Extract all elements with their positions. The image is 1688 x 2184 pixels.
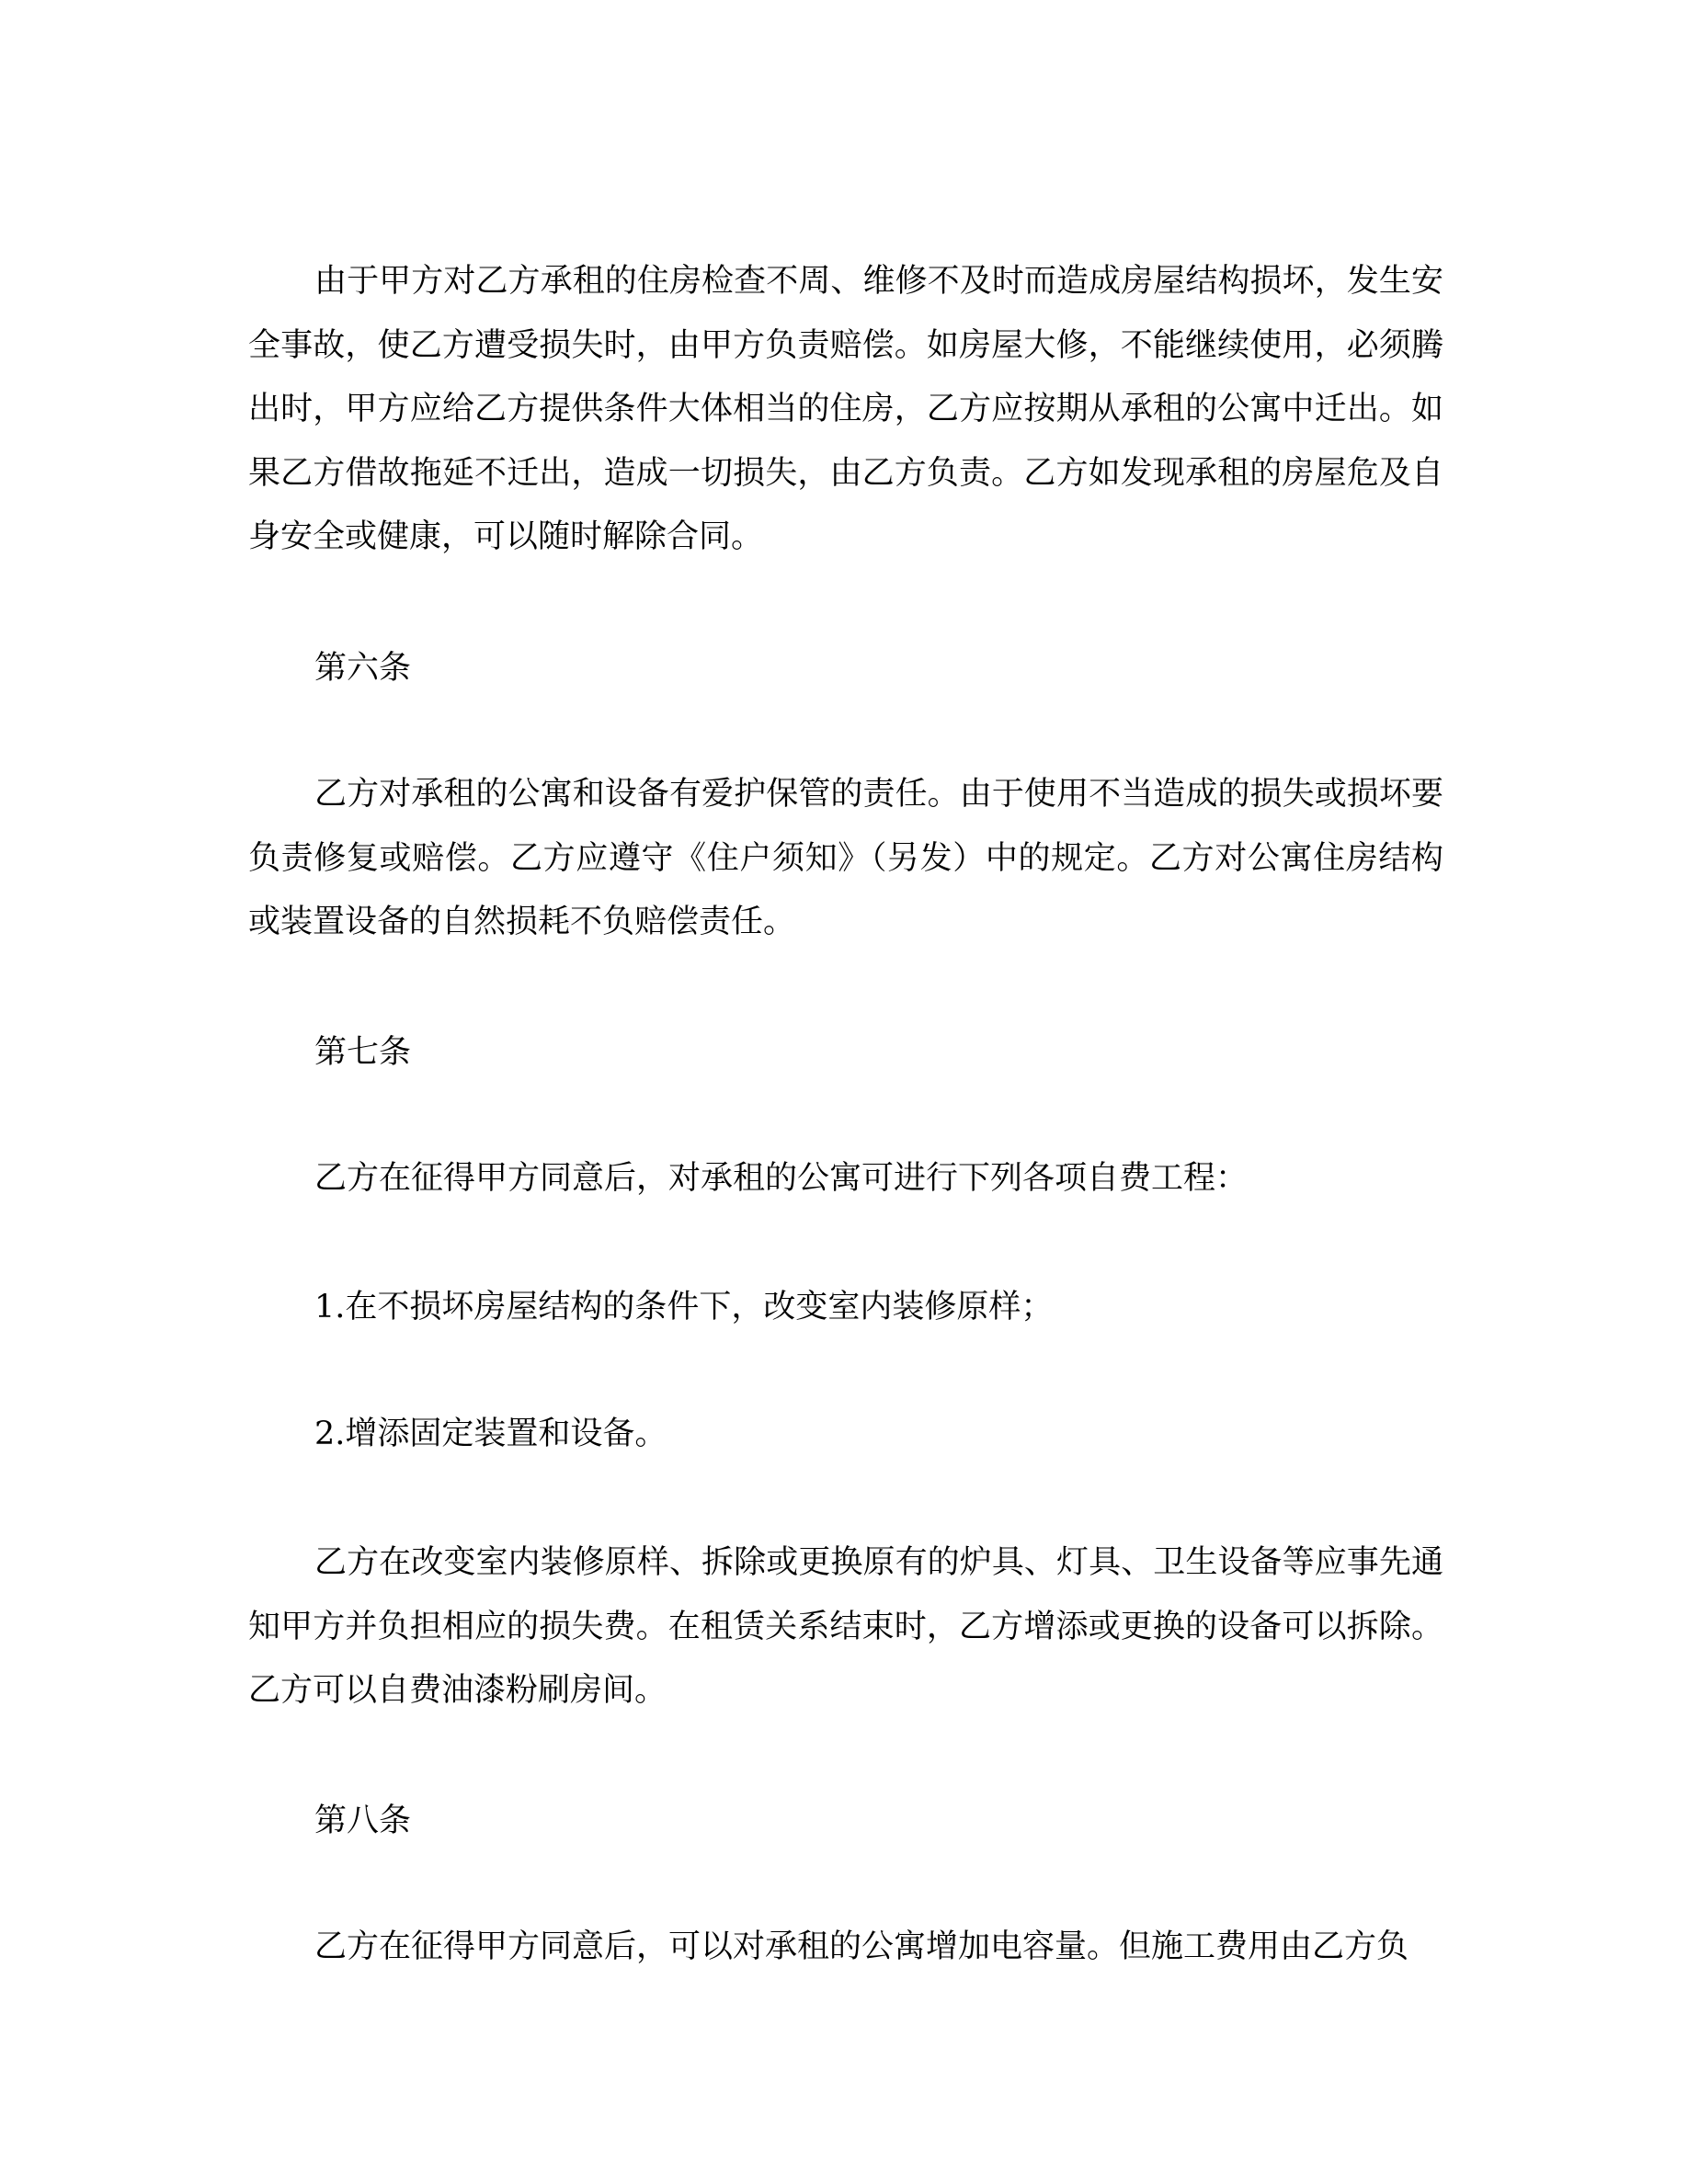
paragraph-repair-liability: 由于甲方对乙方承租的住房检查不周、维修不及时而造成房屋结构损坏，发生安全事故，使乙方遭受损失时，由甲方负责赔偿。如房屋大修，不能继续使用，必须腾出时，甲方应给乙方提供条件大体相当的住房，乙方应按期从承租的公寓中迁出。如果乙方借故拖延不迁出，造成一切损失，由乙方负责。乙方如发现承租的房屋危及自身安全或健康，可以随时解除合同。 <box>248 263 1443 555</box>
article-7-body: 乙方在改变室内装修原样、拆除或更换原有的炉具、灯具、卫生设备等应事先通知甲方并负担相应的损失费。在租赁关系结束时，乙方增添或更换的设备可以拆除。乙方可以自费油漆粉刷房间。 <box>248 1544 1443 1709</box>
article-6-body: 乙方对承租的公寓和设备有爱护保管的责任。由于使用不当造成的损失或损坏要负责修复或赔偿。乙方应遵守《住户须知》（另发）中的规定。乙方对公寓住房结构或装置设备的自然损耗不负赔偿责任。 <box>248 776 1443 940</box>
article-7-intro: 乙方在征得甲方同意后，对承租的公寓可进行下列各项自费工程： <box>314 1160 1249 1197</box>
article-8-heading: 第八条 <box>314 1803 412 1839</box>
article-8-body: 乙方在征得甲方同意后，可以对承租的公寓增加电容量。但施工费用由乙方负 <box>314 1928 1409 1965</box>
article-6-heading: 第六条 <box>314 650 412 687</box>
article-7-item-2: 2.增添固定装置和设备。 <box>314 1416 667 1452</box>
article-7-heading: 第七条 <box>314 1034 412 1071</box>
article-7-item-1: 1.在不损坏房屋结构的条件下，改变室内装修原样； <box>314 1289 1054 1325</box>
